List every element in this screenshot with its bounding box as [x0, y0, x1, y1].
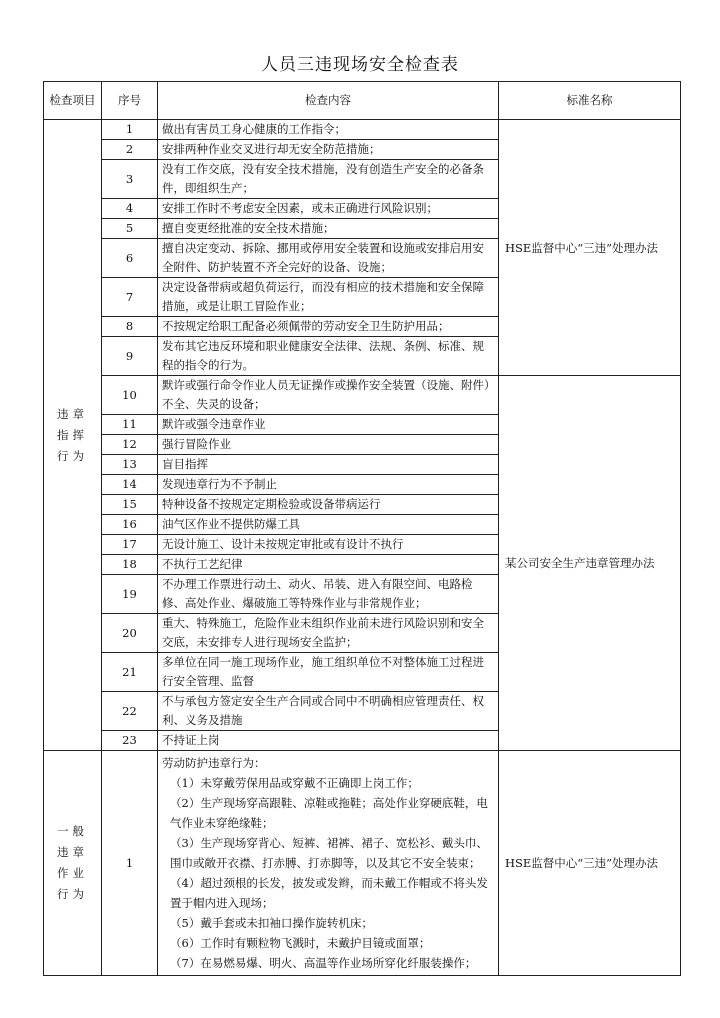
content-cell: 决定设备带病或超负荷运行，而没有相应的技术措施和安全保障措施，或是让职工冒险作业；: [158, 278, 499, 317]
content-line: （5）戴手套或未扣袖口操作旋转机床；: [170, 916, 373, 930]
seq-cell: 11: [102, 415, 158, 435]
content-cell: 无设计施工、设计未按规定审批或有设计不执行: [158, 535, 499, 555]
content-line: （1）未穿戴劳保用品或穿戴不正确即上岗工作；: [170, 776, 419, 790]
table-row: [44, 120, 681, 140]
content-line: （2）生产现场穿高跟鞋、凉鞋或拖鞋；高处作业穿硬底鞋，电气作业未穿绝缘鞋；: [170, 796, 488, 830]
content-line: 劳动防护违章行为：: [162, 756, 266, 770]
seq-cell: 5: [102, 219, 158, 239]
standard-cell: HSE监督中心“三违”处理办法: [499, 120, 681, 376]
content-cell: 强行冒险作业: [158, 435, 499, 455]
seq-cell: 19: [102, 575, 158, 614]
content-cell: 发布其它违反环境和职业健康安全法律、法规、条例、标准、规程的指令的行为。: [158, 337, 499, 376]
content-line: （7）在易燃易爆、明火、高温等作业场所穿化纤服装操作；: [170, 956, 477, 970]
seq-cell: 15: [102, 495, 158, 515]
seq-cell: 17: [102, 535, 158, 555]
table-row: [44, 376, 681, 415]
seq-cell: 9: [102, 337, 158, 376]
content-cell: 油气区作业不提供防爆工具: [158, 515, 499, 535]
seq-cell: 10: [102, 376, 158, 415]
seq-cell: 2: [102, 140, 158, 160]
content-cell: [158, 751, 499, 976]
content-cell: 做出有害员工身心健康的工作指令；: [158, 120, 499, 140]
seq-cell: 13: [102, 455, 158, 475]
seq-cell: 21: [102, 653, 158, 692]
header-seq: 序号: [102, 82, 158, 120]
content-cell: 安排两种作业交叉进行却无安全防范措施；: [158, 140, 499, 160]
content-cell: 特种设备不按规定定期检验或设备带病运行: [158, 495, 499, 515]
seq-cell: 18: [102, 555, 158, 575]
seq-cell: 22: [102, 692, 158, 731]
seq-cell: 12: [102, 435, 158, 455]
seq-cell: 23: [102, 731, 158, 751]
seq-cell: 4: [102, 199, 158, 219]
content-line: （4）超过颈根的长发，披发或发辫，而未戴工作帽或不将头发置于帽内进入现场；: [170, 876, 488, 910]
page-title: 人员三违现场安全检查表: [261, 55, 459, 75]
content-cell: 不办理工作票进行动土、动火、吊装、进入有限空间、电路检修、高处作业、爆破施工等特殊作业与非常规作业；: [158, 575, 499, 614]
content-cell: 默许或强行命令作业人员无证操作或操作安全装置（设施、附件）不全、失灵的设备；: [158, 376, 499, 415]
content-cell: 不与承包方签定安全生产合同或合同中不明确相应管理责任、权利、义务及措施: [158, 692, 499, 731]
table-row: [44, 751, 681, 976]
content-line: （6）工作时有颗粒物飞溅时，未戴护目镜或面罩；: [170, 936, 431, 950]
seq-cell: 8: [102, 317, 158, 337]
content-cell: 重大、特殊施工，危险作业未组织作业前未进行风险识别和安全交底，未安排专人进行现场安全监护；: [158, 614, 499, 653]
seq-cell: 6: [102, 239, 158, 278]
seq-cell: 1: [102, 120, 158, 140]
seq-cell: 16: [102, 515, 158, 535]
standard-cell: 某公司安全生产违章管理办法: [499, 376, 681, 751]
header-row: [44, 82, 681, 120]
content-cell: 默许或强令违章作业: [158, 415, 499, 435]
safety-check-table: [43, 81, 681, 976]
content-cell: 盲目指挥: [158, 455, 499, 475]
content-line: （3）生产现场穿背心、短裤、裙裤、裙子、宽松衫、戴头巾、围巾或敞开衣襟、打赤膊、打赤脚等，以及其它不安全装束；: [170, 836, 488, 870]
header-standard: 标准名称: [499, 82, 681, 120]
content-cell: 擅自变更经批准的安全技术措施；: [158, 219, 499, 239]
header-category: 检查项目: [44, 82, 102, 120]
seq-cell: 1: [102, 751, 158, 976]
category-cell: 一般违章作业行为: [44, 751, 102, 976]
category-cell: 违章指挥行为: [44, 120, 102, 751]
seq-cell: 20: [102, 614, 158, 653]
content-cell: 多单位在同一施工现场作业，施工组织单位不对整体施工过程进行安全管理、监督: [158, 653, 499, 692]
content-cell: 不按规定给职工配备必须佩带的劳动安全卫生防护用品；: [158, 317, 499, 337]
seq-cell: 3: [102, 160, 158, 199]
content-cell: 不执行工艺纪律: [158, 555, 499, 575]
content-cell: 发现违章行为不予制止: [158, 475, 499, 495]
seq-cell: 7: [102, 278, 158, 317]
standard-cell: HSE监督中心“三违”处理办法: [499, 751, 681, 976]
content-cell: 擅自决定变动、拆除、挪用或停用安全装置和设施或安排启用安全附件、防护装置不齐全完好的设备、设施；: [158, 239, 499, 278]
content-cell: 安排工作时不考虑安全因素，或未正确进行风险识别；: [158, 199, 499, 219]
content-cell: 不持证上岗: [158, 731, 499, 751]
header-content: 检查内容: [158, 82, 499, 120]
seq-cell: 14: [102, 475, 158, 495]
content-cell: 没有工作交底，没有安全技术措施，没有创造生产安全的必备条件，即组织生产；: [158, 160, 499, 199]
